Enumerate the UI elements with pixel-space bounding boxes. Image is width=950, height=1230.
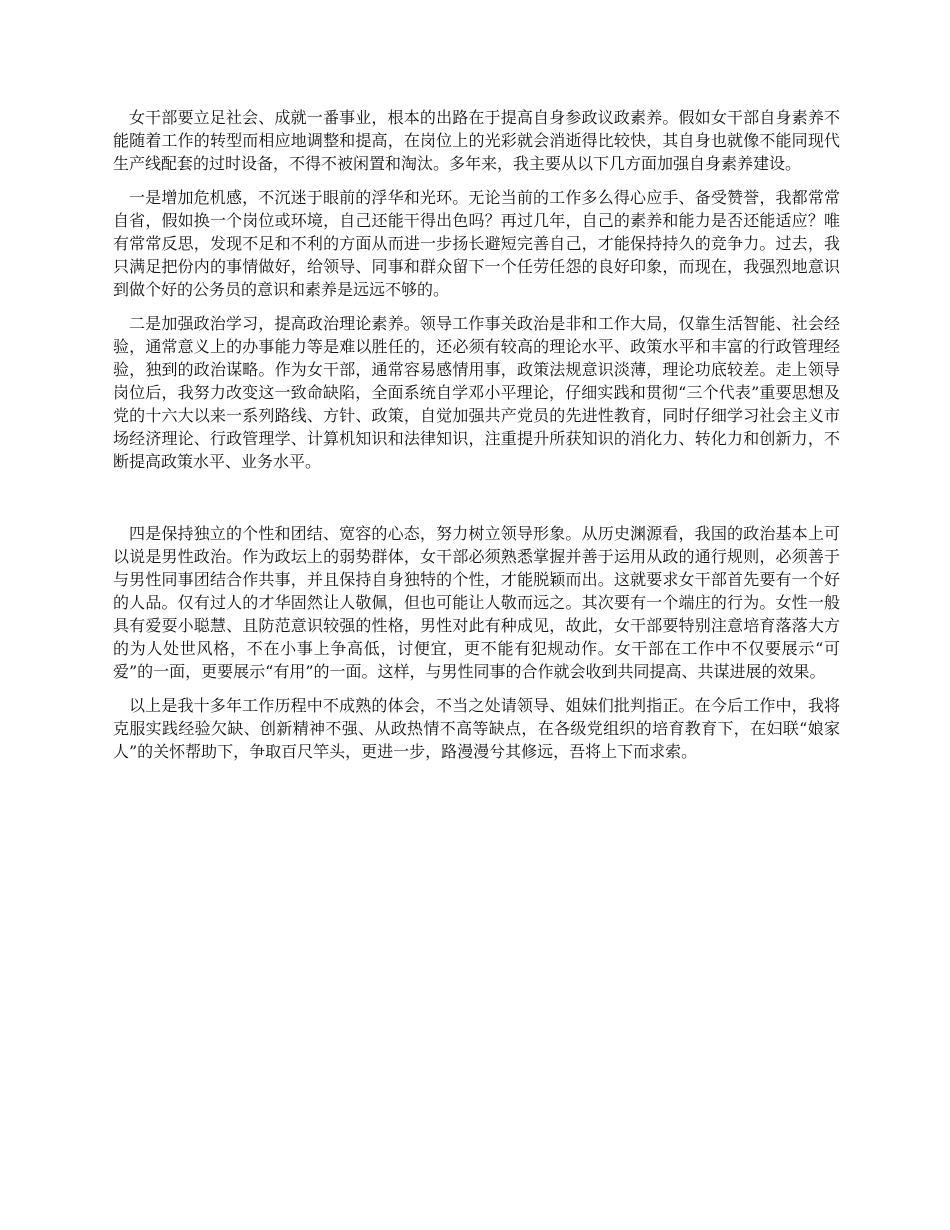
- paragraph-point-four: 四是保持独立的个性和团结、宽容的心态，努力树立领导形象。从历史渊源看，我国的政治基本上可以说是男性政治。作为政坛上的弱势群体，女干部必须熟悉掌握并善于运用从政的通行规则，必须善于与男性同事团结合作共事，并且保持自身独特的个性，才能脱颖而出。这就要求女干部首先要有一个好的人品。仅有过人的才华固然让人敬佩，但也可能让人敬而远之。其次要有一个端庄的行为。女性一般具有爱耍小聪慧、且防范意识较强的性格，男性对此有种成见，故此，女干部要特别注意培育落落大方的为人处世风格，不在小事上争高低，讨便宜，更不能有犯规动作。女干部在工作中不仅要展示“可爱”的一面，更要展示“有用”的一面。这样，与男性同事的合作就会收到共同提高、共谋进展的效果。: [113, 524, 840, 681]
- paragraph-point-two: 二是加强政治学习，提高政治理论素养。领导工作事关政治是非和工作大局，仅靠生活智能、社会经验，通常意义上的办事能力等是难以胜任的，还必须有较高的理论水平、政策水平和丰富的行政管理经验，独到的政治谋略。作为女干部，通常容易感情用事，政策法规意识淡薄，理论功底较差。走上领导岗位后，我努力改变这一致命缺陷，全面系统自学邓小平理论，仔细实践和贯彻“三个代表”重要思想及党的十六大以来一系列路线、方针、政策，自觉加强共产党员的先进性教育，同时仔细学习社会主义市场经济理论、行政管理学、计算机知识和法律知识，注重提升所获知识的消化力、转化力和创新力，不断提高政策水平、业务水平。: [113, 314, 840, 471]
- paragraph-conclusion: 以上是我十多年工作历程中不成熟的体会，不当之处请领导、姐妹们批判指正。在今后工作中，我将克服实践经验欠缺、创新精神不强、从政热情不高等缺点，在各级党组织的培育教育下，在妇联“娘家人”的关怀帮助下，争取百尺竿头，更进一步，路漫漫兮其修远，吾将上下而求索。: [113, 696, 840, 761]
- paragraph-point-one: 一是增加危机感，不沉迷于眼前的浮华和光环。无论当前的工作多么得心应手、备受赞誉，我都常常自省，假如换一个岗位或环境，自己还能干得出色吗？再过几年，自己的素养和能力是否还能适应？唯有常常反思，发现不足和不利的方面从而进一步扬长避短完善自己，才能保持持久的竞争力。过去，我只满足把份内的事情做好，给领导、同事和群众留下一个任劳任怨的良好印象，而现在，我强烈地意识到做个好的公务员的意识和素养是远远不够的。: [113, 188, 840, 299]
- document-body: [113, 106, 840, 763]
- paragraph-intro: 女干部要立足社会、成就一番事业，根本的出路在于提高自身参政议政素养。假如女干部自身素养不能随着工作的转型而相应地调整和提高，在岗位上的光彩就会消逝得比较快，其自身也就像不能同现代生产线配套的过时设备，不得不被闲置和淘汰。多年来，我主要从以下几方面加强自身素养建设。: [113, 108, 840, 173]
